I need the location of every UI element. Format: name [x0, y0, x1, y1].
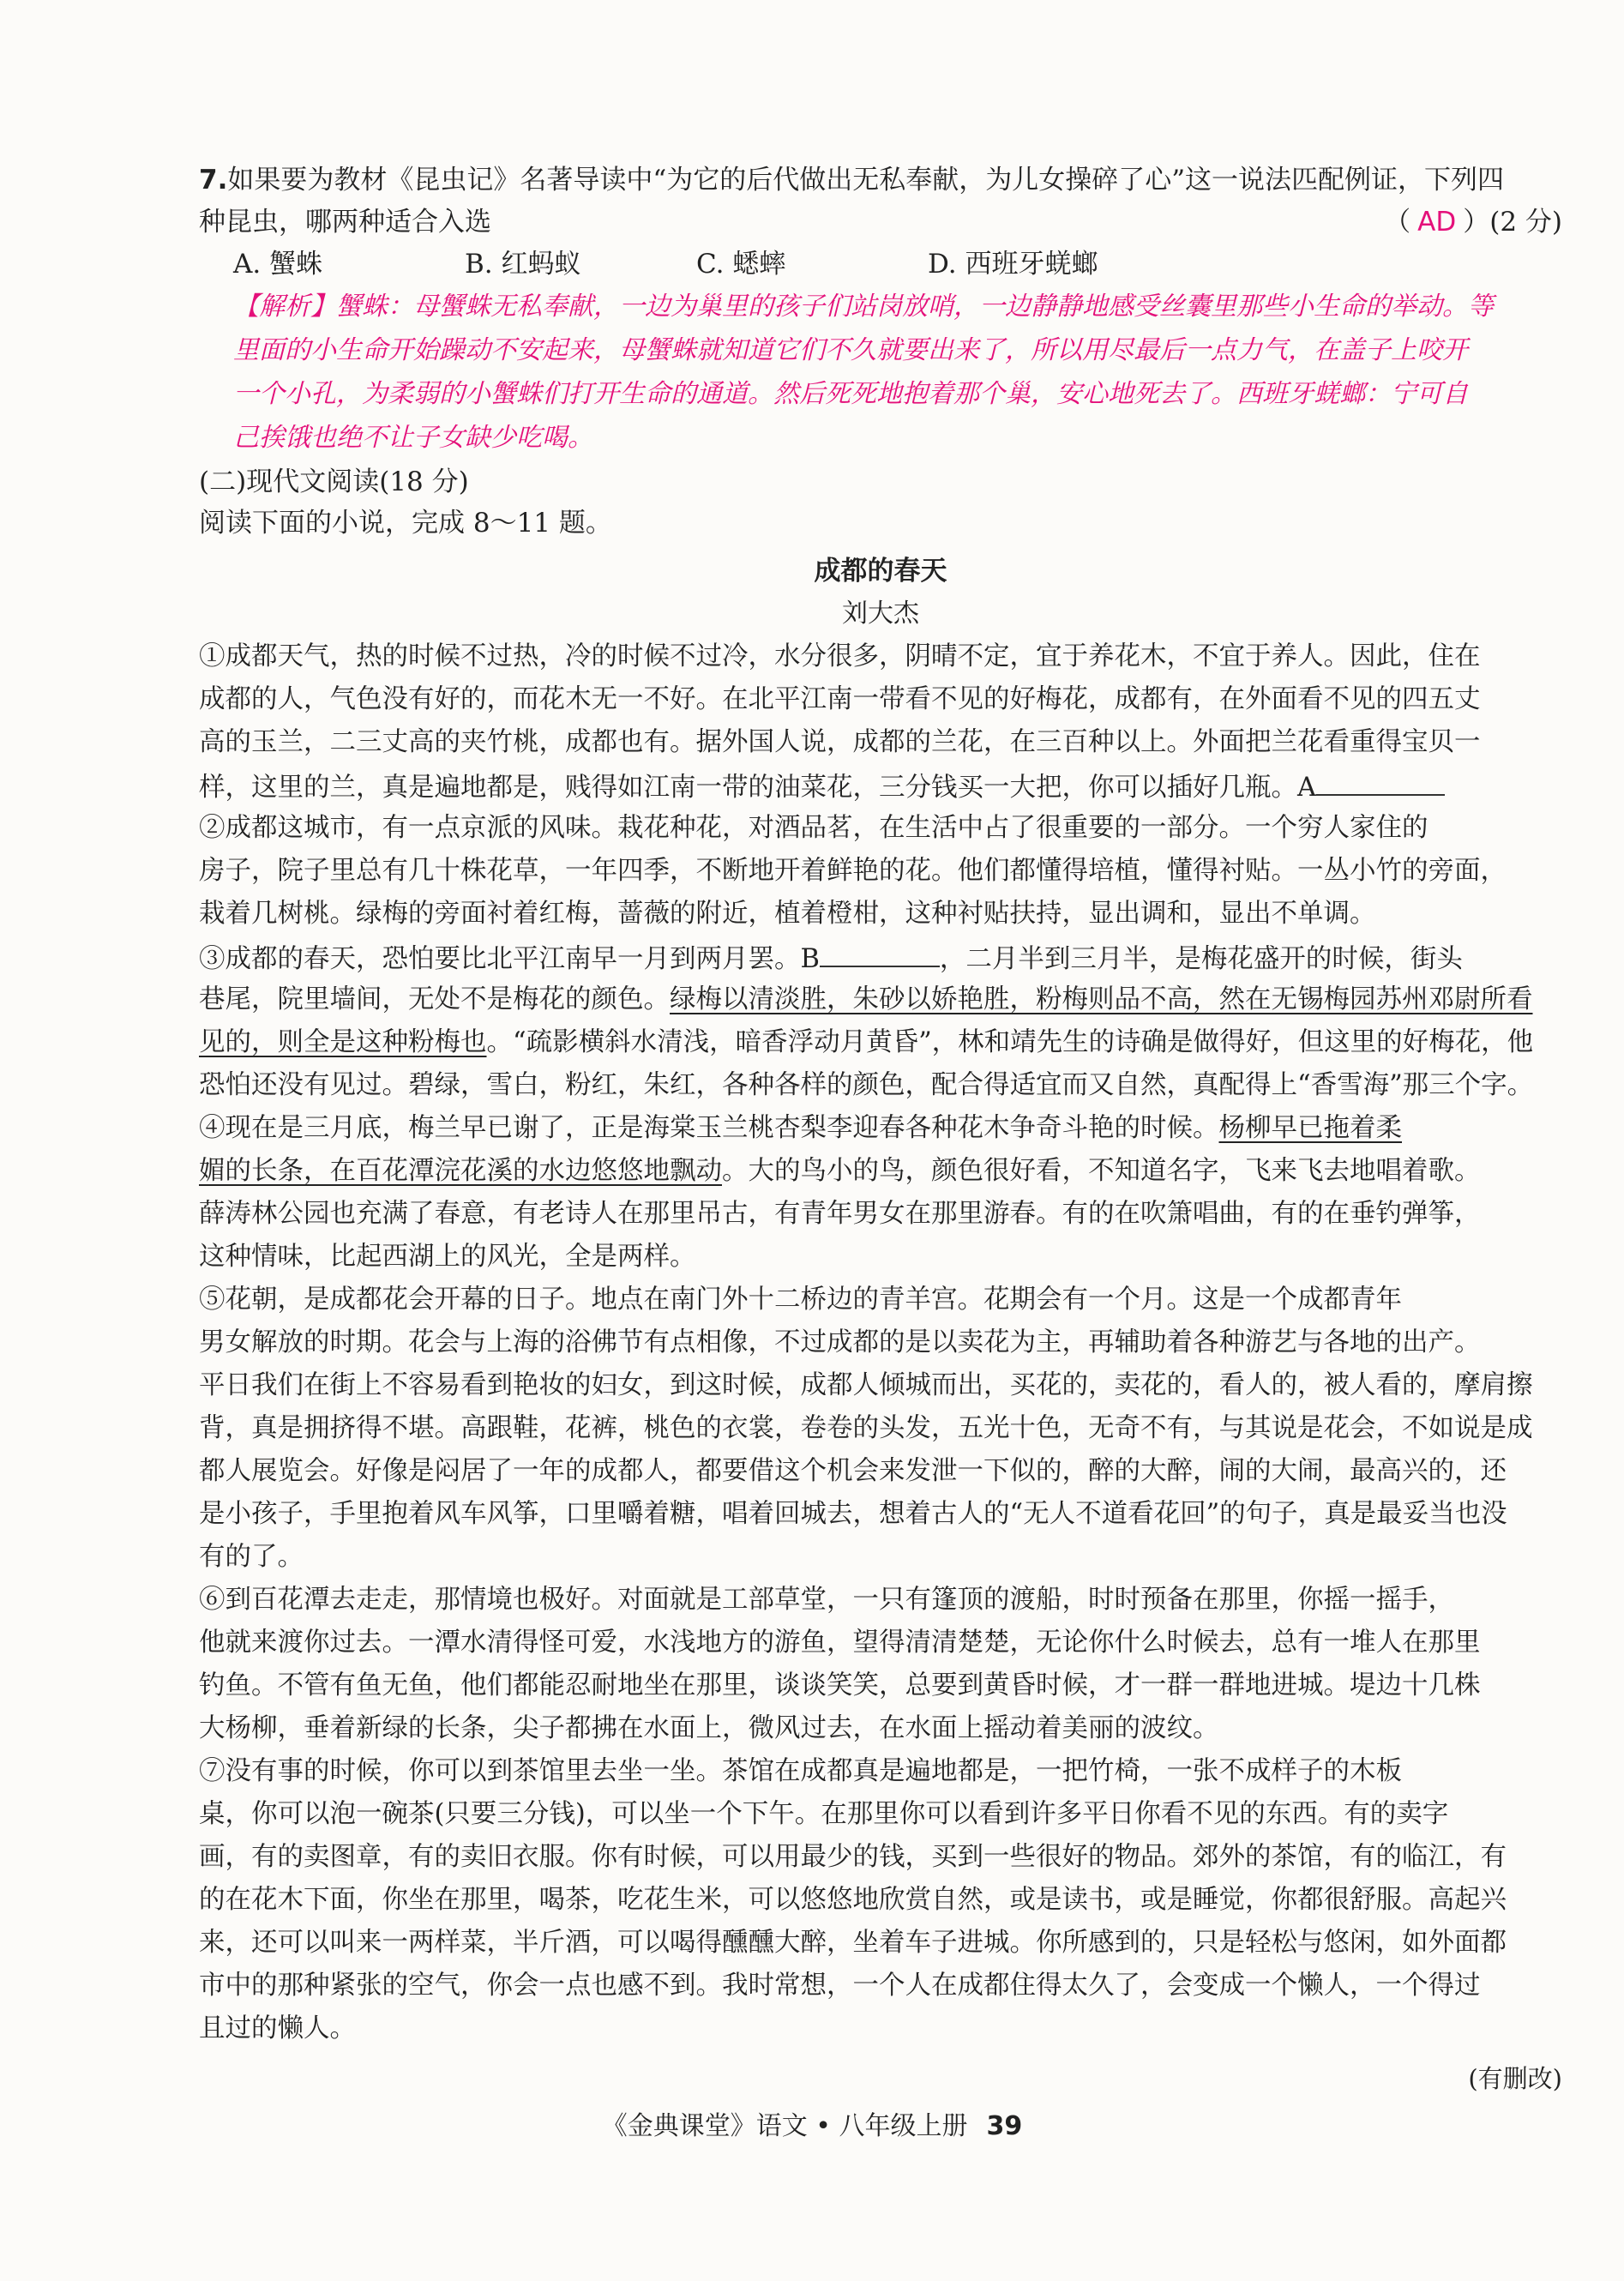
options-row: [233, 247, 1159, 281]
analysis-line-4: 己挨饿也绝不让子女缺少吃喝。: [233, 423, 593, 453]
question-stem-line-1: 7.如果要为教材《昆虫记》名著导读中“为它的后代做出无私奉献，为儿女操碎了心”这一说法匹配例证，下列四: [199, 165, 1505, 196]
source-note: (有删改): [1468, 2064, 1562, 2093]
underlined-sentence-willow: 杨柳早已拖着柔: [1218, 1113, 1402, 1143]
textbook-page: 7.如果要为教材《昆虫记》名著导读中“为它的后代做出无私奉献，为儿女操碎了心”这一说法匹配例证，下列四 种昆虫，哪两种适合入选 （ AD ）(2 分) A. 蟹蛛 B. 红蚂蚁 C. 蟋蟀 D. 西班牙蜣螂 【解析】蟹蛛：母蟹蛛无私奉献，一边为巢里的孩子们站岗放哨，一边静静地感受丝囊里那些小生命的举动。等 里面的小生命开始躁动不安起来，母蟹蛛就知道它们不久就要出来了，所以用尽最后一点力气，在盖子上咬开 一个小孔，为柔弱的小蟹蛛们打开生命的通道。然后死死地抱着那个巢，安心地死去了。西班牙蜣螂：宁可自 己挨饿也绝不让子女缺少吃喝。 (二)现代文阅读(18 分) 阅读下面的小说，完成 8～11 题。 成都的春天 刘大杰 ①成都天气，热的时候不过热，冷的时候不过冷，水分很多，阴晴不定，宜于养花木，不宜于养人。因此，住在 成都的人，气色没有好的，而花木无一不好。在北平江南一带看不见的好梅花，成都有，在外面看不见的四五丈 高的玉兰，二三丈高的夹竹桃，成都也有。据外国人说，成都的兰花，在三百种以上。外面把兰花看重得宝贝一 样，这里的兰，真是遍地都是，贱得如江南一带的油菜花，三分钱买一大把，你可以插好几瓶。A ②成都这城市，有一点京派的风味。栽花种花，对酒品茗，在生活中占了很重要的一部分。一个穷人家住的 房子，院子里总有几十株花草，一年四季，不断地开着鲜艳的花。他们都懂得培植，懂得衬贴。一丛小竹的旁面， 栽着几树桃。绿梅的旁面衬着红梅，蔷薇的附近，植着橙柑，这种衬贴扶持，显出调和，显出不单调。 ③成都的春天，恐怕要比北平江南早一月到两月罢。B ，二月半到三月半，是梅花盛开的时候，街头 巷尾，院里墙间，无处不是梅花的颜色。绿梅以清淡胜，朱砂以娇艳胜，粉梅则品不高，然在无锡梅园苏州邓尉所看 见的，则全是这种粉梅也。“疏影横斜水清浅，暗香浮动月黄昏”，林和靖先生的诗确是做得好，但这里的好梅花，他 恐怕还没有见过。碧绿，雪白，粉红，朱红，各种各样的颜色，配合得适宜而又自然，真配得上“香雪海”那三个字。 ④现在是三月底，梅兰早已谢了，正是海棠玉兰桃杏梨李迎春各种花木争奇斗艳的时候。杨柳早已拖着柔 媚的长条，在百花潭浣花溪的水边悠悠地飘动。大的鸟小的鸟，颜色很好看，不知道名字，飞来飞去地唱着歌。 薛涛林公园也充满了春意，有老诗人在那里吊古，有青年男女在那里游春。有的在吹箫唱曲，有的在垂钓弹筝， 这种情味，比起西湖上的风光，全是两样。 ⑤花朝，是成都花会开幕的日子。地点在南门外十二桥边的青羊宫。花期会有一个月。这是一个成都青年 男女解放的时期。花会与上海的浴佛节有点相像，不过成都的是以卖花为主，再辅助着各种游艺与各地的出产。 平日我们在街上不容易看到艳妆的妇女，到这时候，成都人倾城而出，买花的，卖花的，看人的，被人看的，摩肩擦 背，真是拥挤得不堪。高跟鞋，花裤，桃色的衣裳，卷卷的头发，五光十色，无奇不有，与其说是花会，不如说是成 都人展览会。好像是闷居了一年的成都人，都要借这个机会来发泄一下似的，醉的大醉，闹的大闹，最高兴的，还 是小孩子，手里抱着风车风筝，口里嚼着糖，唱着回城去，想着古人的“无人不道看花回”的句子，真是最妥当也没 有的了。 ⑥到百花潭去走走，那情境也极好。对面就是工部草堂，一只有篷顶的渡船，时时预备在那里，你摇一摇手， 他就来渡你过去。一潭水清得怪可爱，水浅地方的游鱼，望得清清楚楚，无论你什么时候去，总有一堆人在那里 钓鱼。不管有鱼无鱼，他们都能忍耐地坐在那里，谈谈笑笑，总要到黄昏时候，才一群一群地进城。堤边十几株 大杨柳，垂着新绿的长条，尖子都拂在水面上，微风过去，在水面上摇动着美丽的波纹。 ⑦没有事的时候，你可以到茶馆里去坐一坐。茶馆在成都真是遍地都是，一把竹椅，一张不成样子的木板 桌，你可以泡一碗茶(只要三分钱)，可以坐一个下午。在那里你可以看到许多平日你看不见的东西。有的卖字 画，有的卖图章，有的卖旧衣服。你有时候，可以用最少的钱，买到一些很好的物品。郊外的茶馆，有的临江，有 的在花木下面，你坐在那里，喝茶，吃花生米，可以悠悠地欣赏自然，或是读书，或是睡觉，你都很舒服。高起兴 来，还可以叫来一两样菜，半斤酒，可以喝得醺醺大醉，坐着车子进城。你所感到的，只是轻松与悠闲，如外面都 市中的那种紧张的空气，你会一点也感不到。我时常想，一个人在成都住得太久了，会变成一个懒人，一个得过 且过的懒人。 (有删改) 《金典课堂》语文 • 八年级上册 39: [0, 0, 1624, 2281]
section-instruction: 阅读下面的小说，完成 8～11 题。: [199, 508, 612, 539]
blank-b: [820, 940, 940, 967]
underlined-sentence-plum: 绿梅以清淡胜，朱砂以娇艳胜，粉梅则品不高，然在无锡梅园苏州邓尉所看: [670, 984, 1533, 1014]
option-c: C. 蟋蟀: [696, 249, 786, 280]
option-a: A. 蟹蛛: [233, 249, 323, 280]
option-d: D. 西班牙蜣螂: [928, 249, 1098, 280]
analysis-line-1: 【解析】蟹蛛：母蟹蛛无私奉献，一边为巢里的孩子们站岗放哨，一边静静地感受丝囊里那些小生命的举动。等: [233, 292, 1494, 322]
blank-a: [1316, 768, 1445, 796]
page-footer: [0, 2109, 1624, 2144]
answer-letters: AD: [1417, 207, 1457, 238]
section-heading: (二)现代文阅读(18 分): [199, 466, 469, 497]
analysis-line-3: 一个小孔，为柔弱的小蟹蛛们打开生命的通道。然后死死地抱着那个巢，安心地死去了。西班牙蜣螂：宁可自: [233, 379, 1468, 409]
article-author: 刘大杰: [842, 599, 919, 629]
article-title: 成都的春天: [814, 556, 947, 587]
question-stem-line-2: 种昆虫，哪两种适合入选 （ AD ）(2 分): [199, 207, 1562, 238]
question-number: 7.: [199, 165, 228, 196]
footer-book-title: 《金典课堂》语文 • 八年级上册: [601, 2111, 968, 2141]
option-b: B. 红蚂蚁: [465, 249, 581, 280]
answer-slot: （ AD ）(2 分): [1384, 207, 1562, 238]
page-number: 39: [986, 2111, 1023, 2141]
analysis-line-2: 里面的小生命开始躁动不安起来，母蟹蛛就知道它们不久就要出来了，所以用尽最后一点力气，在盖子上咬开: [233, 335, 1468, 365]
